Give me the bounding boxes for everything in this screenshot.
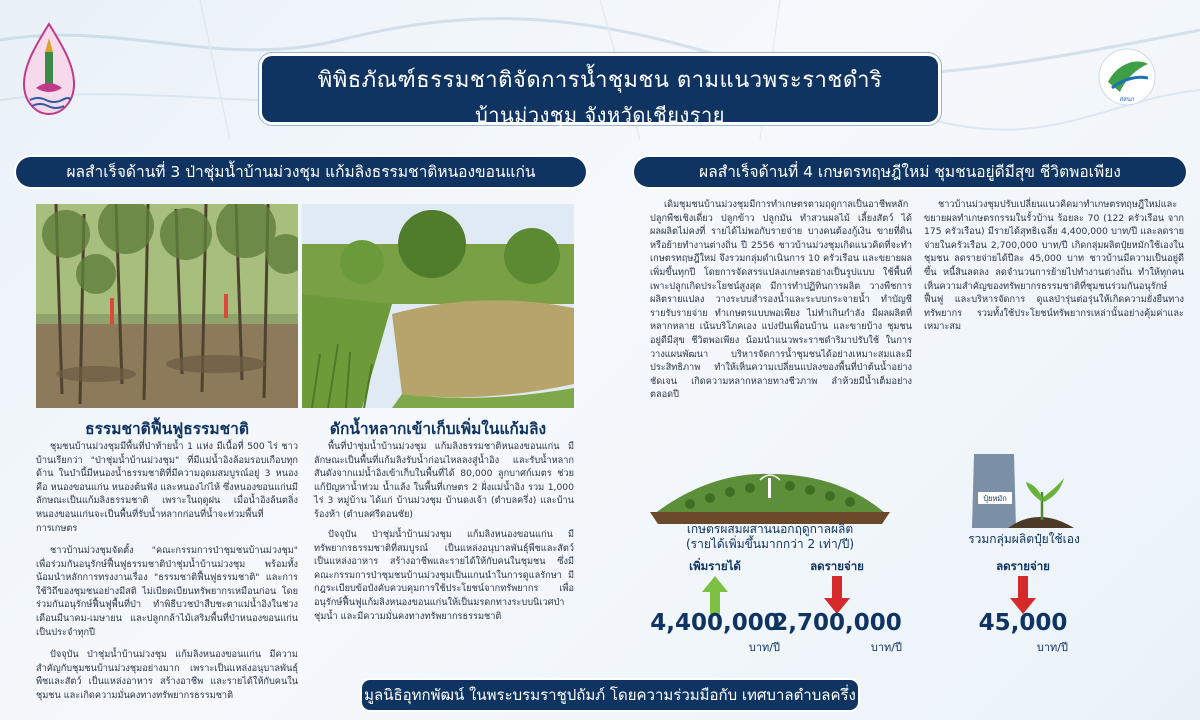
farm-caption-line1: เกษตรผสมผสานนอกฤดูกาลผลิต xyxy=(686,522,854,536)
section3-col1-paragraph2: ชาวบ้านม่วงชุมจัดตั้ง "คณะกรรมการป่าชุมชนบ้านม่วงชุม" เพื่อร่วมกันอนุรักษ์ฟื้นฟูธรรมชาติป่าชุ่มน้ำบ้านม่วงชุม พร้อมทั้งน้อมนำหลักการทรงงานเรื่อง "ธรรมชาติฟื้นฟูธรรมชาติ" และการใช้วิถีของชุมชนอย่างมีสติ ไม่เบียดเบียนทรัพยากรเหมือนก่อน โดยร่วมกันอนุรักษ์ฟื้นฟูพื้นที่ป่า ทำพิธีบวชป่าสืบชะตาแม่น้ำอิงในช่วงเดือนมีนาคม-เมษายน และปลูกกล้าไม้เสริมพื้นที่ป่าหนองขอนแก่นเป็นประจำทุกปี xyxy=(36,545,298,638)
farm-caption-line2: (รายได้เพิ่มขึ้นมากกว่า 2 เท่า/ปี) xyxy=(685,537,855,551)
subheading-flood-capture: ดักน้ำหลากเข้าเก็บเพิ่มในแก้มลิง xyxy=(329,420,547,438)
page-title: พิพิธภัณฑ์ธรรมชาติจัดการน้ำชุมชน ตามแนวพระราชดำริ xyxy=(317,68,883,93)
metric-income-value: 4,400,000 xyxy=(650,610,780,636)
metric-expense-label: ลดรายจ่าย xyxy=(810,559,864,573)
metric-compost-label: ลดรายจ่าย xyxy=(996,559,1050,573)
foundation-emblem-logo xyxy=(18,18,80,118)
hii-logo xyxy=(1098,48,1156,106)
compost-bag-illustration xyxy=(968,448,1078,532)
title-banner xyxy=(262,56,938,127)
page-subtitle: บ้านม่วงชุม จังหวัดเชียงราย xyxy=(475,103,725,127)
metric-income-unit: บาท/ปี xyxy=(748,641,780,654)
arrow-up-icon xyxy=(702,576,728,614)
bag-label: ปุ๋ยหมัก xyxy=(983,494,1007,503)
section4-col2-paragraph: ชาวบ้านม่วงชุมปรับเปลี่ยนแนวคิดมาทำเกษตรทฤษฎีใหม่และขยายผลทำเกษตรกรรมในรั้วบ้าน ร้อยละ 70 (122 ครัวเรือน จาก 175 ครัวเรือน) มีรายได้สุทธิเฉลี่ย 4,400,000 บาท/ปี และลดรายจ่ายในครัวเรือน 2,700,000 บาท/ปี เกิดกลุ่มผลิตปุ๋ยหมักใช้เองในชุมชน ลดรายจ่ายได้ปีละ 45,000 บาท ชาวบ้านมีความเป็นอยู่ดีขึ้น หนี้สินลดลง ลดจำนวนการย้ายไปทำงานต่างถิ่น ทำให้ทุกคนเห็นความสำคัญของทรัพยากรธรรมชาติที่ชุมชนร่วมกันอนุรักษ์ ฟื้นฟู และบริหารจัดการ ดูแลป่ารุ่นต่อรุ่นให้เกิดความยั่งยืนทางทรัพยากร รวมทั้งใช้ประโยชน์ทรัพยากรเหล่านั้นอย่างคุ้มค่าและเหมาะสม xyxy=(924,199,1184,333)
arrow-down-icon xyxy=(824,576,850,614)
metric-compost-value: 45,000 xyxy=(978,610,1068,636)
compost-caption: รวมกลุ่มผลิตปุ๋ยใช้เอง xyxy=(968,532,1080,546)
metric-income-label: เพิ่มรายได้ xyxy=(689,559,741,573)
retention-pond-photo xyxy=(302,204,574,408)
section4-col1-paragraph: เดิมชุมชนบ้านม่วงชุมมีการทำเกษตรตามฤดูกาลเป็นอาชีพหลัก ปลูกพืชเชิงเดี่ยว ปลูกข้าว ปลูกมัน ทำสวนผลไม้ เลี้ยงสัตว์ ได้ผลผลิตไม่คงที่ รายได้ไม่พอกับรายจ่าย บางคนต้องกู้เงิน ขายที่ดินหรือย้ายทำงานต่างถิ่น ปี 2556 ชาวบ้านม่วงชุมเกิดแนวคิดที่จะทำเกษตรทฤษฎีใหม่ จึงรวมกลุ่มดำเนินการ 10 ครัวเรือน และขยายผลเพิ่มขึ้นทุกปี โดยการจัดสรรแปลงเกษตรอย่างเป็นรูปแบบ ใช้พื้นที่เพาะปลูกเกิดประโยชน์สูงสุด มีการทำปฏิทินการผลิต วางพืชการผลิตรายแปลง วางระบบสำรองน้ำและระบบกระจายน้ำ ทำบัญชีรายรับรายจ่าย ทำเกษตรแบบพอเพียง ไม่ทำเกินกำลัง มีผลผลิตที่หลากหลาย เน้นบริโภคเอง แบ่งปันเพื่อนบ้าน และขายบ้าง ชุมชนอยู่ดีมีสุข ชีวิตพอเพียง น้อมนำแนวพระราชดำริมาปรับใช้ ในการวางแผนพัฒนา บริหารจัดการน้ำชุมชนได้อย่างเหมาะสมและมีประสิทธิภาพ ทำให้เห็นความเปลี่ยนแปลงของพื้นที่ป่าต้นน้ำอย่างชัดเจน เกิดความหลากหลายทางชีวภาพ ลำห้วยมีน้ำเต็มอย่างตลอดปี xyxy=(650,199,912,401)
mixed-farm-illustration xyxy=(650,466,890,524)
metric-expense-unit: บาท/ปี xyxy=(870,641,902,654)
logo-caption: สสนก xyxy=(1119,96,1135,103)
metric-expense-value: 2,700,000 xyxy=(772,610,902,636)
section4-heading: ผลสำเร็จด้านที่ 4 เกษตรทฤษฎีใหม่ ชุมชนอยู่ดีมีสุข ชีวิตพอเพียง xyxy=(634,157,1186,187)
metric-compost-unit: บาท/ปี xyxy=(1036,641,1068,654)
section3-col2-paragraph2: ปัจจุบัน ป่าชุ่มน้ำบ้านม่วงชุม แก้มลิงหนองขอนแก่น มีทรัพยากรธรรมชาติที่สมบูรณ์ เป็นแหล่งอนุบาลพันธุ์พืชและสัตว์ เป็นแหล่งอาหาร สร้างอาชีพและรายได้ให้กับคนในชุมชน ซึ่งมีคณะกรรมการป่าชุมชนบ้านม่วงชุมเป็นแกนนำในการดูแลรักษา มีกฎระเบียบข้อบังคับควบคุมการใช้ประโยชน์จากทรัพยากร เพื่ออนุรักษ์ฟื้นฟูแก้มลิงหนองขอนแก่นให้เป็นมรดกทางระบบนิเวศป่าชุ่มน้ำ และมีความมั่นคงทางทรัพยากรธรรมชาติ xyxy=(314,529,574,622)
section3-col2-paragraph1: พื้นที่ป่าชุ่มน้ำบ้านม่วงชุม แก้มลิงธรรมชาติหนองขอนแก่น มีลักษณะเป็นพื้นที่แก้มลิงรับน้ำก่อนไหลลงสู่น้ำอิง และรับน้ำหลากสันดังจากแม่น้ำอิงเข้าเก็บในพื้นที่ได้ 80,000 ลูกบาศก์เมตร ช่วยแก้ปัญหาน้ำท่วม น้ำแล้ง ในพื้นที่เกษตร 2 ฝั่งแม่น้ำอิง รวม 1,000 ไร่ 3 หมู่บ้าน ได้แก่ บ้านม่วงชุม บ้านดงเจ้า (ตำบลครึ่ง) และบ้านร้องห้า (ตำบลศรีดอนชัย) xyxy=(314,441,574,520)
footer-credits: มูลนิธิอุทกพัฒน์ ในพระบรมราชูปถัมภ์ โดยความร่วมมือกับ เทศบาลตำบลครึ่ง xyxy=(362,680,858,710)
section3-heading: ผลสำเร็จด้านที่ 3 ป่าชุ่มน้ำบ้านม่วงชุม แก้มลิงธรรมชาติหนองขอนแก่น xyxy=(16,157,586,187)
farm-caption xyxy=(650,522,890,552)
subheading-nature-restores: ธรรมชาติฟื้นฟูธรรมชาติ xyxy=(85,420,249,438)
section3-col1-paragraph1: ชุมชนบ้านม่วงชุมมีพื้นที่ป่าท้ายน้ำ 1 แห่ง มีเนื้อที่ 500 ไร่ ชาวบ้านเรียกว่า "ป่าชุ่มน้ำบ้านม่วงชุม" ที่มีแม่น้ำอิงล้อมรอบเกือบทุกด้าน ในป่านี้มีหนองน้ำธรรมชาติที่มีความอุดมสมบูรณ์อยู่ 3 หนอง คือ หนองขอนแก่น หนองต้นฟัง และหนองไก่ไห้ ซึ่งหนองขอนแก่นมีลักษณะเป็นแก้มลิงธรรมชาติ เพราะในฤดูฝน เมื่อน้ำอิงล้นตลิ่ง หนองขอนแก่นจะเป็นพื้นที่รับน้ำหลากก่อนที่น้ำจะท่วมพื้นที่การเกษตร xyxy=(36,441,298,534)
arrow-down-icon xyxy=(1010,576,1036,614)
wetland-forest-photo xyxy=(36,204,298,408)
section3-col1-paragraph3: ปัจจุบัน ป่าชุ่มน้ำบ้านม่วงชุม แก้มลิงหนองขอนแก่น มีความสำคัญกับชุมชนบ้านม่วงชุมอย่างมาก เพราะเป็นแหล่งอนุบาลพันธุ์พืชและสัตว์ เป็นแหล่งอาหาร สร้างอาชีพ และรายได้ให้กับคนในชุมชน และเกิดความมั่นคงทางทรัพยากรธรรมชาติ xyxy=(36,649,298,701)
